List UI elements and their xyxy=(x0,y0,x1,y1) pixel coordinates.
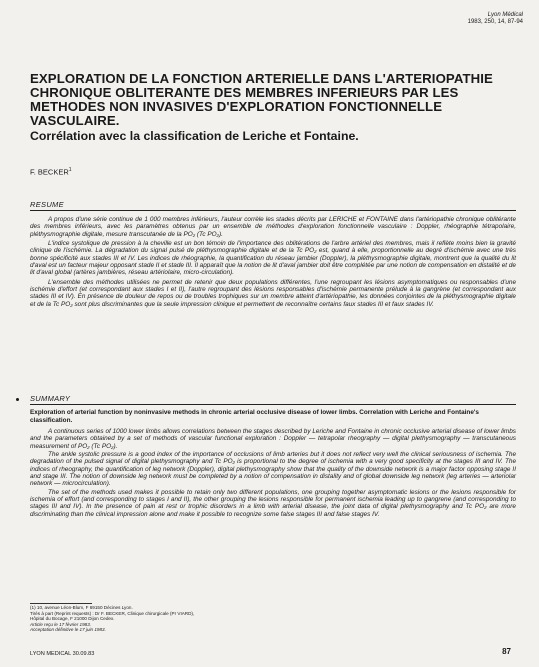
resume-paragraph: A propos d'une série continue de 1 000 membres inférieurs, l'auteur corrèle les stades décrits par LERICHE et FONTAINE dans l'artériopathie chronique oblitérante des membres inférieurs, avec les paramètres obtenus par un ensemble de méthodes d'exploration fonctionnelle vasculaire : Doppler, rhéographie tétrapolaire, pléthysmographie digitale, mesure transcutanée de la PO₂ (Tc PO₂). xyxy=(30,216,516,238)
footnote-accepted: Acceptation définitive le 17 juin 1983. xyxy=(30,627,106,633)
footnote-address: (1) 10, avenue Léon-Blum, F 69150 Décines Lyon. xyxy=(30,605,133,610)
footnote-received: Article reçu le 17 février 1983. xyxy=(30,621,92,627)
footnote-reprint: Tirés à part (Reprint requests) : Dr F. BECKER, Clinique chirurgicale (Pr VIARD), xyxy=(30,610,195,616)
summary-intro: Exploration of arterial function by noninvasive methods in chronic arterial occlusive disease of lower limbs. Correlation with Leriche and Fontaine's classification. xyxy=(30,409,479,424)
resume-heading: RESUME xyxy=(30,200,64,209)
resume-paragraph: L'indice systolique de pression à la cheville est un bon témoin de l'importance des oblitérations de l'arbre artériel des membres, mais il reflète moins bien la gravité clinique de l'ischémie. La dégradation du signal pulsé de pléthysmographie digitale et de la Tc PO₂ est, quand à elle, proportionnelle au degré d'ischémie avec une très bonne spécificité aux stades III et IV. Les indices de rhéographie, la quantification du réseau jambier (Doppler), la pléthysmographie digitale, montrent que la qualité du lit d'aval est un facteur majeur opposant stade II et stade III. Il apparaît que la notion de lit d'aval jambier doit être complétée par une notion de compensation en distalité et de lit d'aval global (artères jambières, réseau artériolaire, micro-circulation). xyxy=(30,240,516,277)
resume-paragraph: L'ensemble des méthodes utilisées ne permet de retenir que deux populations différentes, l'une regroupant les lésions asymptomatiques ou responsables d'une ischémie d'effort (et correspondant aux stades I et II), l'autre regroupant des lésions responsables d'ischémie permanente prélude à la gangrène (et correspondant aux stades III et IV). En présence de douleur de repos ou de troubles trophiques sur un membre atteint d'artériopathie, les données conjointes de la pléthysmographie digitale et de la Tc PO₂ sont plus discriminantes que la seule impression clinique et permettent de reconnaître certains faux stades III et faux stades IV. xyxy=(30,278,516,308)
resume-divider xyxy=(30,210,516,211)
author-footnote-mark: 1 xyxy=(68,167,72,173)
summary-paragraph: The set of the methods used makes it possible to retain only two different populations, one grouping together asymptomatic lesions or the lesions responsible for ischemia of effort (and corresponding to stages I and II), the other grouping the lesions responsible for permanent ischemia leading up to gangrene (and corresponding to stages III and IV). In the presence of pain at rest or trophic disorders in a limb with arterial disease, the joint data of digital plethysmography and Tc PO₂ are more discriminating than the clinical impression alone and make it possible to recognize some false stages III and false stages IV. xyxy=(30,488,516,518)
summary-section xyxy=(30,428,516,519)
footnote-hospital: Hôpital du Bocage, F 21000 Dijon Cedex. xyxy=(30,616,115,622)
author-name: F. BECKER xyxy=(30,167,69,177)
summary-paragraph: A continuous series of 1000 lower limbs allows correlations between the stages described by Leriche and Fontaine in chronic occlusive arterial disease of lower limbs and the parameters obtained by a set of methods of vascular functional exploration : Doppler — tetrapolar rheography — digital plethysmography — transcutaneous measurement of PO₂ (Tc PO₂). xyxy=(30,428,516,450)
footer-journal-date: LYON MEDICAL 30.09.83 xyxy=(30,651,95,657)
summary-paragraph: The ankle systolic pressure is a good index of the importance of occlusions of limb arteries but it does not reflect very well the clinical seriousness of ischemia. The degradation of the pulsed signal of digital plethysmography and Tc PO₂ is proportional to the degree of ischemia with a very good specificity at the stages III and IV. The indices of rheography, the quantification of leg network (Doppler), digital plethysmography show that the quality of the downside network is a major factor opposing stage II and stage III. The notion of downside leg network must be completed by a notion of compensation in distality and of global downside leg network (leg arteries — arteriolar network — microcirculation). xyxy=(30,451,516,488)
author-line xyxy=(30,167,72,177)
print-speck xyxy=(16,398,19,401)
journal-reference xyxy=(468,12,523,26)
resume-section xyxy=(30,216,516,310)
page-number: 87 xyxy=(502,647,511,656)
summary-heading: SUMMARY xyxy=(30,394,71,403)
article-title: EXPLORATION DE LA FONCTION ARTERIELLE DANS L'ARTERIOPATHIE CHRONIQUE OBLITERANTE DES MEMBRES INFERIEURS PAR LES METHODES NON INVASIVES D'EXPLORATION FONCTIONNELLE VASCULAIRE. xyxy=(30,71,493,128)
journal-name: Lyon Médical xyxy=(487,12,523,18)
footnotes xyxy=(30,605,194,633)
summary-divider xyxy=(30,404,516,405)
journal-citation: 1983, 250, 14, 87-94 xyxy=(467,19,523,25)
footnote-divider xyxy=(30,603,92,604)
article-subtitle: Corrélation avec la classification de Leriche et Fontaine. xyxy=(30,129,359,143)
